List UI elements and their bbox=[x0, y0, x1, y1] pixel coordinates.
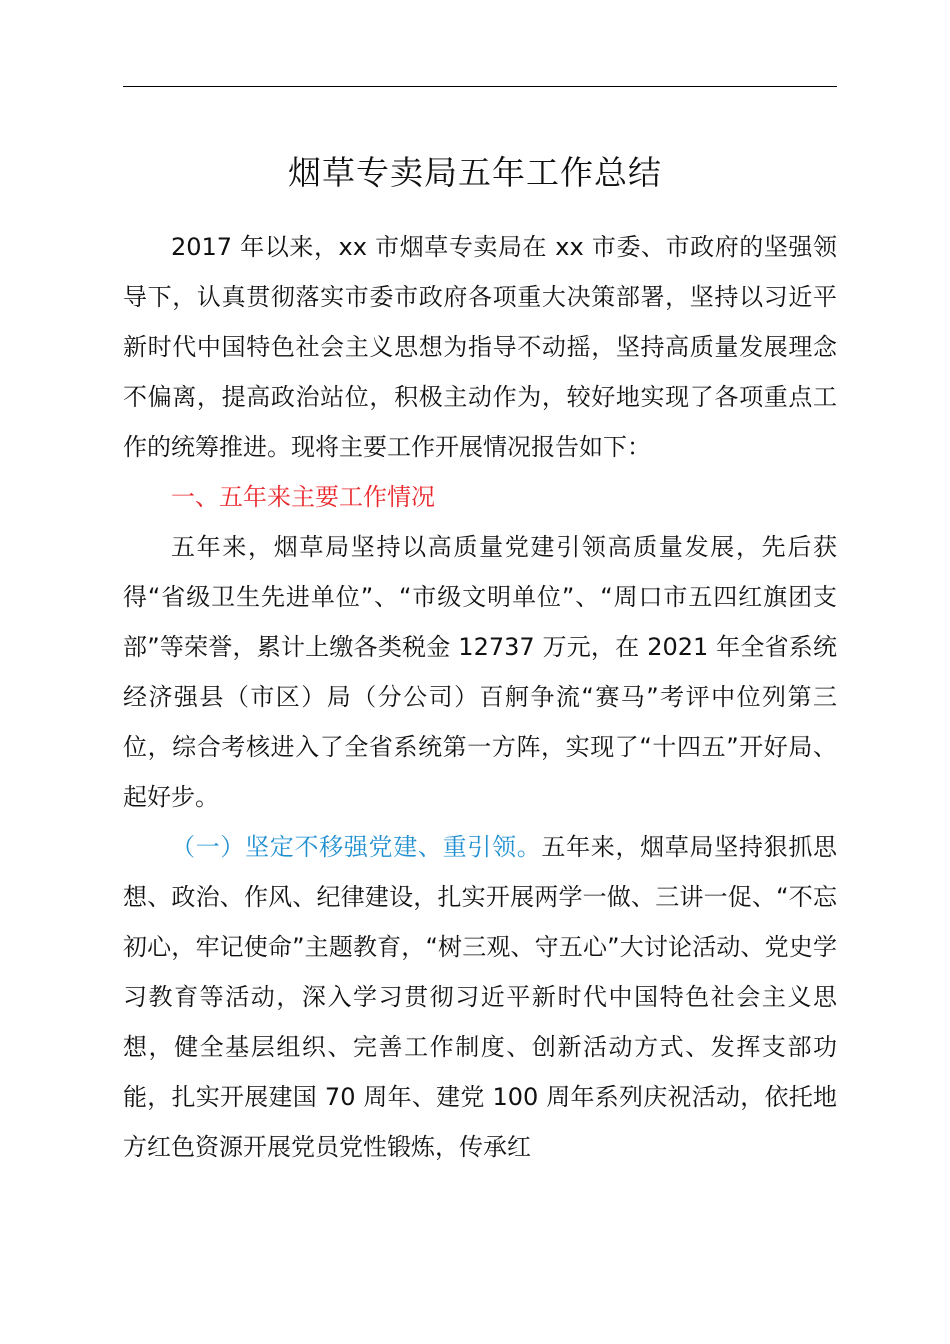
subsection-heading: （一）坚定不移强党建、重引领。 bbox=[171, 833, 542, 861]
intro-paragraph: 2017 年以来，xx 市烟草专卖局在 xx 市委、市政府的坚强领导下，认真贯彻落实市委市政府各项重大决策部署，坚持以习近平新时代中国特色社会主义思想为指导不动摇，坚持高质量发展理念不偏离，提高政治站位，积极主动作为，较好地实现了各项重点工作的统筹推进。现将主要工作开展情况报告如下： bbox=[123, 233, 837, 461]
document-title: 烟草专卖局五年工作总结 bbox=[288, 153, 662, 192]
header-rule bbox=[123, 86, 837, 87]
document-body bbox=[123, 222, 837, 1172]
section-heading: 一、五年来主要工作情况 bbox=[171, 483, 435, 511]
subsection-text: 五年来，烟草局坚持狠抓思想、政治、作风、纪律建设，扎实开展两学一做、三讲一促、“不忘初心，牢记使命”主题教育，“树三观、守五心”大讨论活动、党史学习教育等活动，深入学习贯彻习近平新时代中国特色社会主义思想，健全基层组织、完善工作制度、创新活动方式、发挥支部功能，扎实开展建国 70 周年、建党 100 周年系列庆祝活动，依托地方红色资源开展党员党性锻炼，传承红 bbox=[123, 833, 838, 1161]
section-paragraph: 五年来，烟草局坚持以高质量党建引领高质量发展，先后获得“省级卫生先进单位”、“市级文明单位”、“周口市五四红旗团支部”等荣誉，累计上缴各类税金 12737 万元，在 2021 年全省系统经济强县（市区）局（分公司）百舸争流“赛马”考评中位列第三位，综合考核进入了全省系统第一方阵，实现了“十四五”开好局、起好步。 bbox=[123, 533, 837, 811]
subsection-paragraph bbox=[123, 822, 837, 1172]
